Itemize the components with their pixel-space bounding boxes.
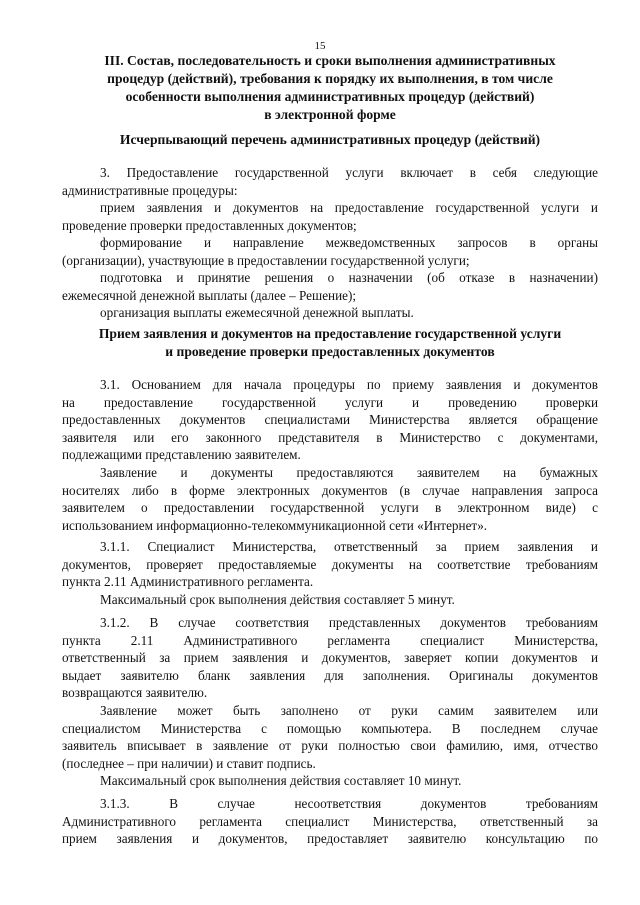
text-line: заявителя или его законного представителя в Министерство с документами, (62, 429, 598, 445)
section-heading-line: в электронной форме (264, 107, 396, 122)
paragraph (62, 591, 598, 609)
text-line: подлежащими представлению заявителем. (62, 447, 301, 462)
text-line: прием заявления и документов на предоставление государственной услуги и (100, 200, 598, 215)
text-line: Заявление может быть заполнено от руки самим заявителем или (100, 703, 598, 718)
text-line: предоставленных документов специалистами Министерства является обращение (62, 412, 598, 427)
text-line: 3.1.3. В случае несоответствия документов требованиям (100, 796, 598, 811)
text-line: ежемесячной денежной выплаты (далее – Решение); (62, 287, 357, 303)
text-line: заявитель вписывает в заявление от руки полностью свои фамилию, имя, отчество (62, 738, 598, 753)
text-line: пункта 2.11 Административного регламента. (62, 574, 314, 589)
page-number: 15 (314, 40, 326, 52)
text-line: (организации), участвующие в предоставлении государственной услуги; (62, 252, 470, 268)
section-heading (62, 52, 598, 124)
text-line: возвращаются заявителю. (62, 685, 208, 700)
text-line: Максимальный срок выполнения действия составляет 10 минут. (100, 773, 462, 788)
text-line: Заявление и документы предоставляются заявителем на бумажных (100, 465, 598, 480)
text-line: пункта 2.11 Административного регламента специалист Министерства, (62, 632, 598, 648)
subheading-line: и проведение проверки предоставленных документов (165, 344, 495, 359)
list-item (62, 234, 598, 269)
text-line: организация выплаты ежемесячной денежной выплаты. (100, 305, 414, 320)
text-line: формирование и направление межведомственных запросов в органы (100, 235, 598, 250)
text-line: 3.1.2. В случае соответствия представленных документов требованиям (100, 615, 598, 630)
section-heading-line: особенности выполнения административных процедур (действий) (125, 89, 535, 104)
text-line: Административного регламента специалист Министерства, ответственный за (62, 813, 598, 829)
paragraph (62, 464, 598, 534)
list-item (62, 304, 598, 322)
text-line: подготовка и принятие решения о назначении (об отказе в назначении) (100, 270, 598, 285)
paragraph (62, 614, 598, 702)
text-line: специалистом Министерства с помощью компьютера. В последнем случае (62, 720, 598, 736)
section-heading-line: процедур (действий), требования к порядку их выполнения, в том числе (107, 71, 553, 86)
text-line: ответственный за прием заявления и документов, заверяет копии документов и (62, 650, 598, 665)
section-heading-line: III. Состав, последовательность и сроки выполнения административных (104, 53, 556, 68)
subheading-reception (62, 325, 598, 361)
text-line: (последнее – при наличии) и ставит подпись. (62, 755, 316, 771)
text-line: Максимальный срок выполнения действия составляет 5 минут. (100, 592, 455, 607)
text-line: заявителем о предоставлении государственной услуги в электронном виде) с (62, 500, 598, 515)
list-item (62, 199, 598, 234)
text-line: 3.1.1. Специалист Министерства, ответственный за прием заявления и (100, 539, 598, 554)
text-line: прием заявления и документов, предоставляет заявителю консультацию по (62, 831, 598, 846)
paragraph (62, 538, 598, 591)
subheading-line: Прием заявления и документов на предоставление государственной услуги (98, 326, 562, 341)
paragraph (62, 702, 598, 772)
subheading-line: Исчерпывающий перечень административных процедур (действий) (119, 132, 541, 147)
text-line: 3.1. Основанием для начала процедуры по приему заявления и документов (100, 377, 598, 392)
text-line: проведение проверки предоставленных документов; (62, 217, 357, 233)
text-line: использованием информационно-телекоммуникационной сети «Интернет». (62, 517, 488, 533)
text-line: документов, проверяет предоставляемые документы на соответствие требованиям (62, 556, 598, 572)
list-item (62, 269, 598, 304)
text-line: 3. Предоставление государственной услуги включает в себя следующие (100, 165, 598, 180)
paragraph (62, 795, 598, 848)
paragraph (62, 772, 598, 790)
text-line: носителях либо в форме электронных документов (в случае направления запроса (62, 482, 598, 498)
paragraph (62, 164, 598, 199)
text-line: выдает заявителю бланк заявления для заполнения. Оригиналы документов (62, 667, 598, 683)
text-line: на предоставление государственной услуги и проведению проверки (62, 394, 598, 410)
paragraph (62, 376, 598, 464)
text-line: административные процедуры: (62, 182, 238, 198)
subheading-procedures-list (62, 131, 598, 149)
